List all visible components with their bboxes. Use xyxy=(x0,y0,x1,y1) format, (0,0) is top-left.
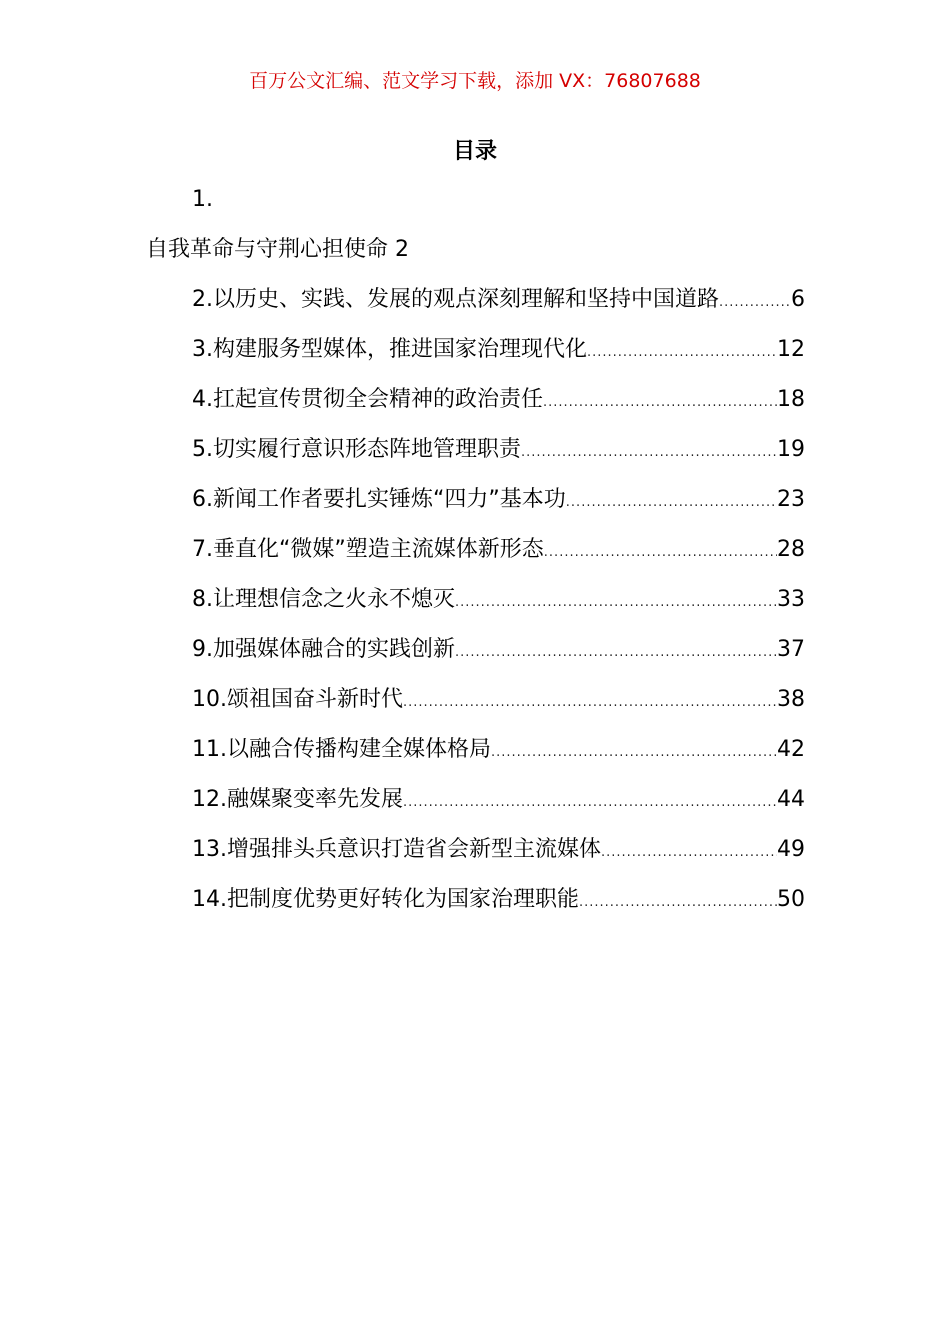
toc-item-page: 6 xyxy=(791,287,805,312)
toc-leader-dots xyxy=(455,636,777,670)
toc-item-page: 49 xyxy=(777,837,805,862)
toc-leader-dots xyxy=(521,436,777,470)
toc-item-label: 7.垂直化“微媒”塑造主流媒体新形态 xyxy=(192,537,544,562)
toc-item-label: 13.增强排头兵意识打造省会新型主流媒体 xyxy=(192,837,601,862)
toc-item[interactable] xyxy=(192,833,805,883)
toc-item[interactable] xyxy=(192,633,805,683)
toc-item[interactable] xyxy=(192,383,805,433)
toc-item-page: 28 xyxy=(777,537,805,562)
toc-item-label: 14.把制度优势更好转化为国家治理职能 xyxy=(192,887,579,912)
toc-leader-dots xyxy=(403,686,777,720)
toc-leader-dots xyxy=(719,286,791,320)
toc-item[interactable] xyxy=(192,533,805,583)
toc-item-label: 2.以历史、实践、发展的观点深刻理解和坚持中国道路 xyxy=(192,287,719,312)
toc-leader-dots xyxy=(579,886,777,920)
toc-item[interactable] xyxy=(192,583,805,633)
toc-item-label: 4.扛起宣传贯彻全会精神的政治责任 xyxy=(192,387,543,412)
toc-item-page: 38 xyxy=(777,687,805,712)
toc-leader-dots xyxy=(544,536,777,570)
toc-leader-dots xyxy=(601,836,777,870)
toc-item[interactable] xyxy=(192,483,805,533)
toc-item-page: 12 xyxy=(777,337,805,362)
toc-item[interactable] xyxy=(192,733,805,783)
toc-item-page: 50 xyxy=(777,887,805,912)
toc-item-label: 10.颂祖国奋斗新时代 xyxy=(192,687,403,712)
toc-leader-dots xyxy=(491,736,777,770)
toc-item[interactable] xyxy=(192,333,805,383)
toc-item-label: 8.让理想信念之火永不熄灭 xyxy=(192,587,455,612)
toc-item-label: 12.融媒聚变率先发展 xyxy=(192,787,403,812)
toc-item-page: 33 xyxy=(777,587,805,612)
watermark-header: 百万公文汇编、范文学习下载，添加 VX：76807688 xyxy=(249,70,701,92)
toc-item-1-number: 1. xyxy=(192,187,213,212)
page-title: 目录 xyxy=(452,139,497,164)
toc-leader-dots xyxy=(587,336,777,370)
toc-leader-dots xyxy=(455,586,777,620)
toc-item-page: 42 xyxy=(777,737,805,762)
toc-leader-dots xyxy=(543,386,777,420)
toc-item-page: 37 xyxy=(777,637,805,662)
toc-item-page: 18 xyxy=(777,387,805,412)
toc-item-page: 23 xyxy=(777,487,805,512)
toc-item-label: 11.以融合传播构建全媒体格局 xyxy=(192,737,491,762)
toc-item[interactable] xyxy=(192,883,805,933)
toc-leader-dots xyxy=(403,786,777,820)
toc-item-page: 19 xyxy=(777,437,805,462)
toc-item-label: 5.切实履行意识形态阵地管理职责 xyxy=(192,437,521,462)
toc-item-label: 6.新闻工作者要扎实锤炼“四力”基本功 xyxy=(192,487,566,512)
toc-item[interactable] xyxy=(192,683,805,733)
toc-item-label: 9.加强媒体融合的实践创新 xyxy=(192,637,455,662)
toc-item[interactable] xyxy=(192,433,805,483)
toc-item-1-text: 自我革命与守荆心担使命 2 xyxy=(146,237,409,262)
toc-item-page: 44 xyxy=(777,787,805,812)
toc-item[interactable] xyxy=(192,783,805,833)
toc-item[interactable] xyxy=(192,283,805,333)
toc-item-label: 3.构建服务型媒体，推进国家治理现代化 xyxy=(192,337,587,362)
table-of-contents xyxy=(192,283,805,933)
toc-leader-dots xyxy=(566,486,777,520)
